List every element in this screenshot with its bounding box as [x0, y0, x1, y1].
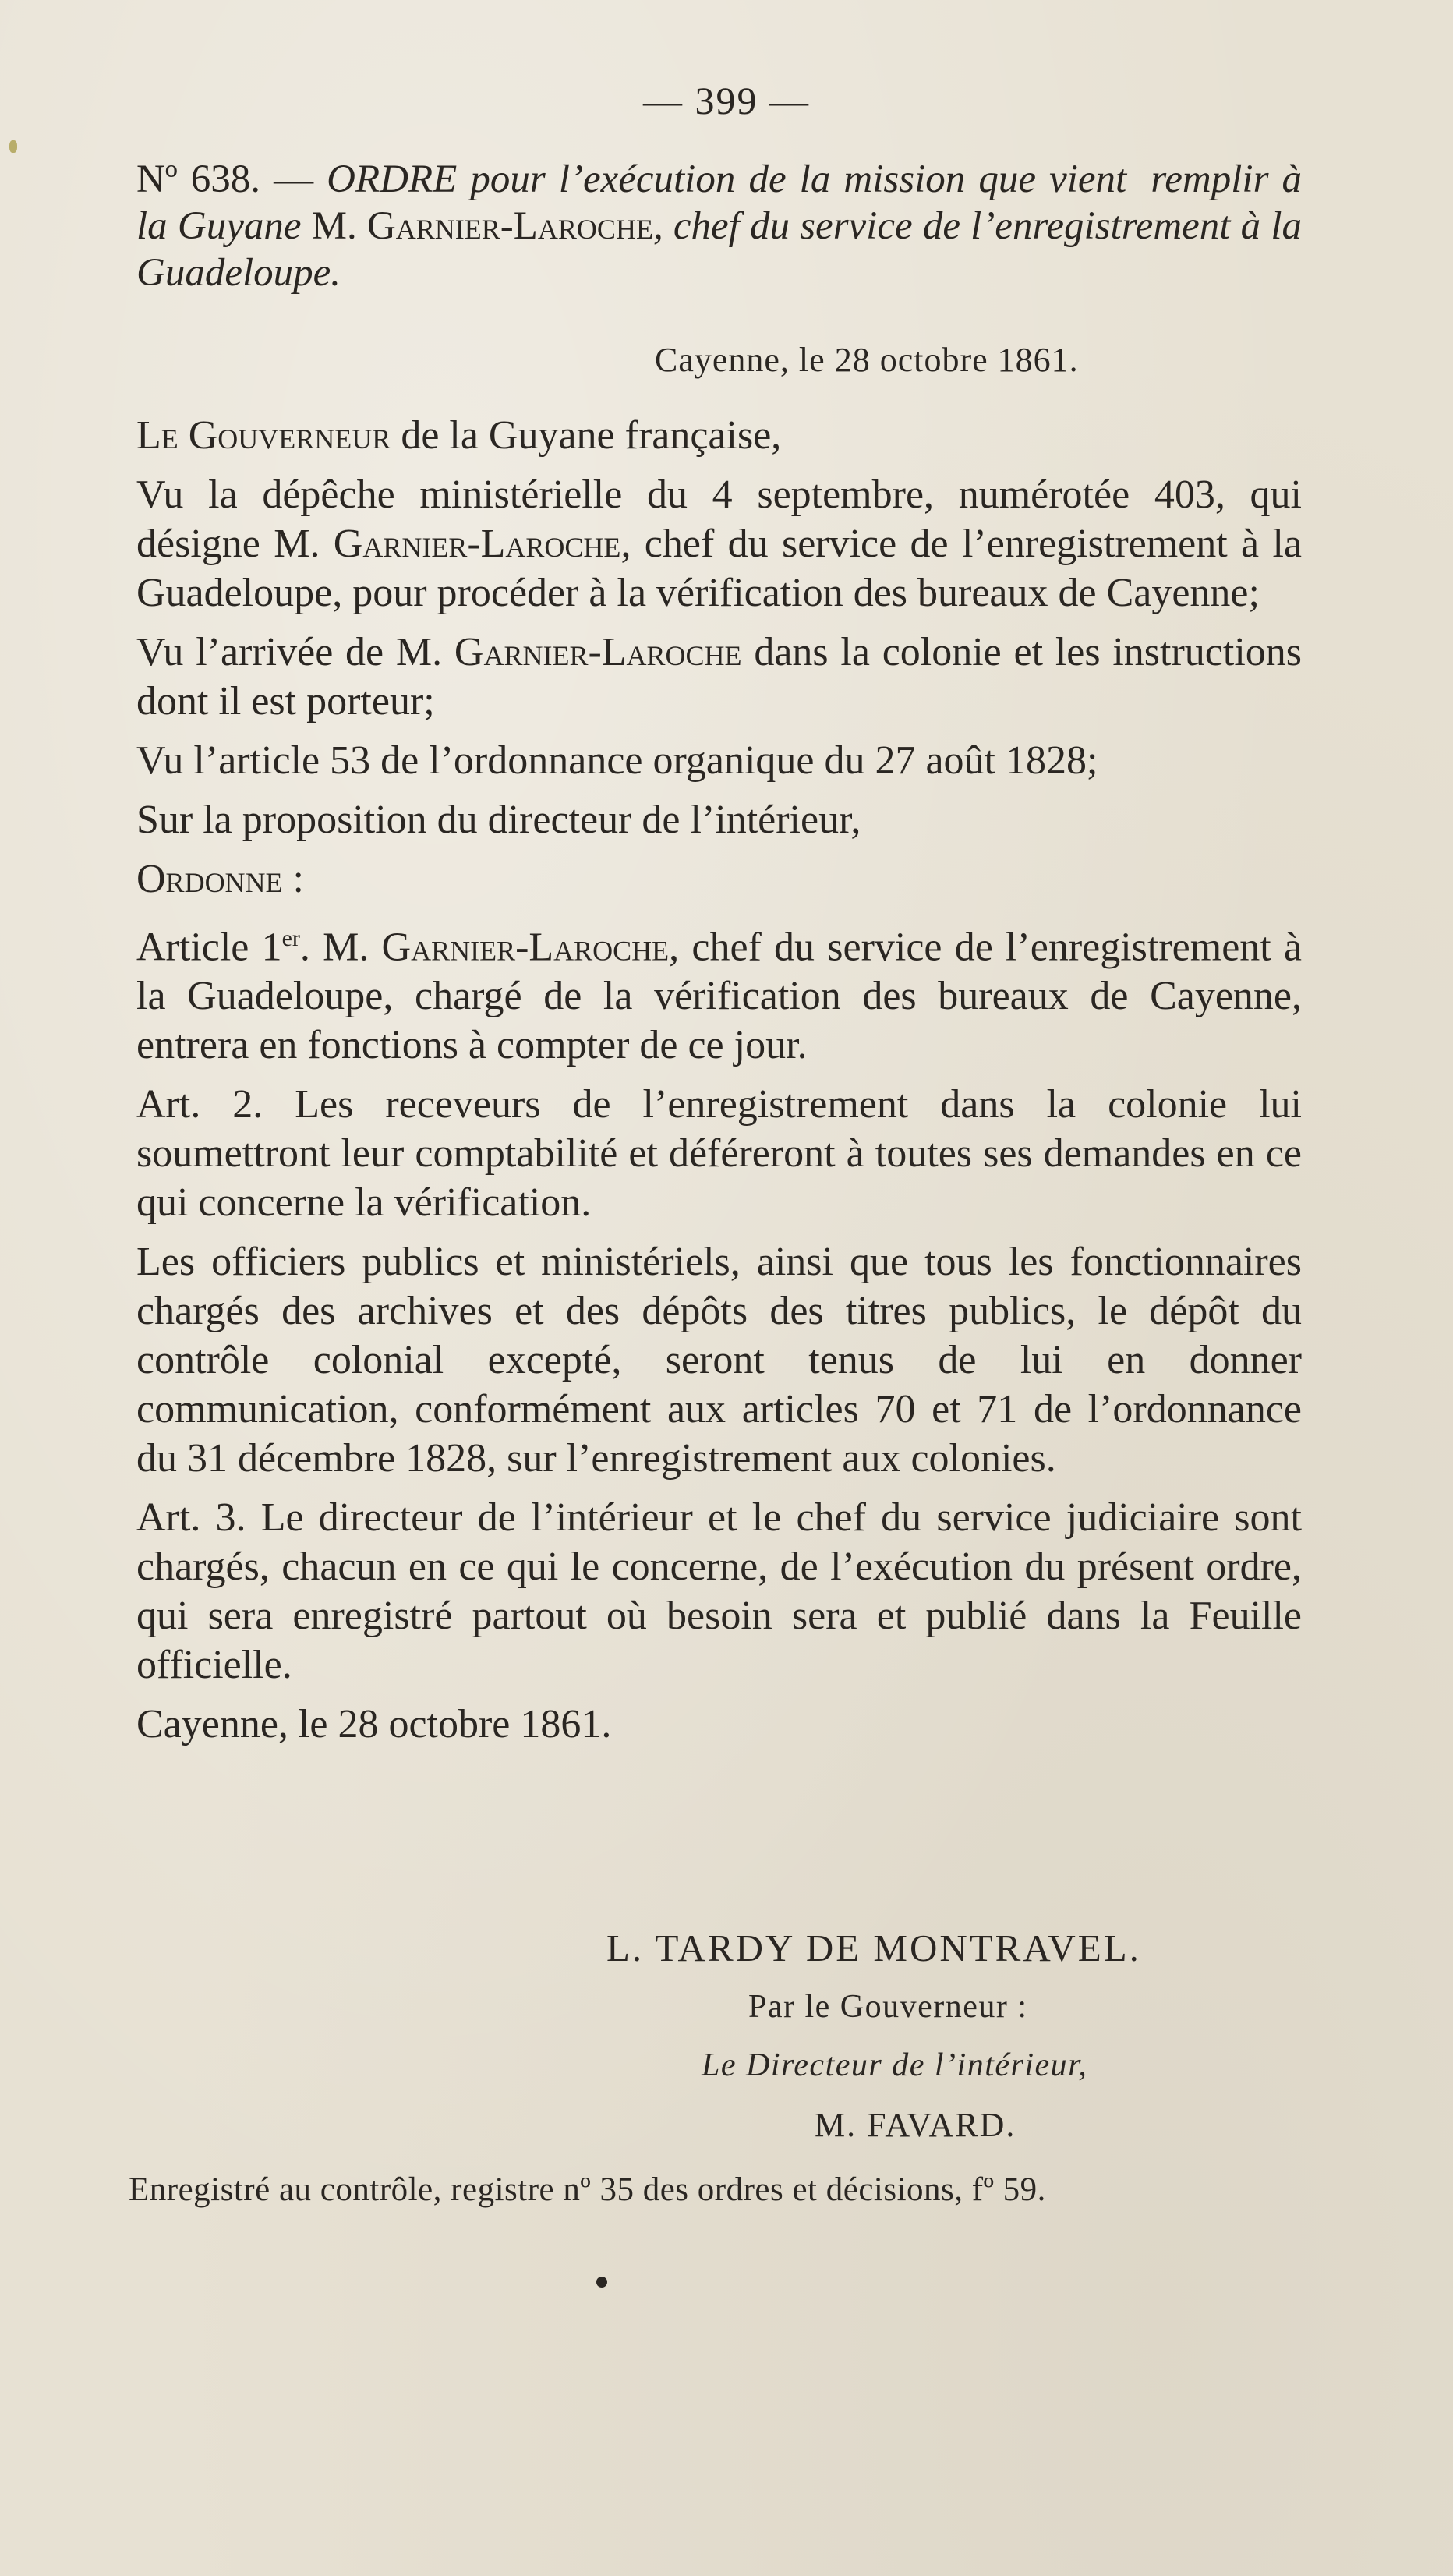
signature-par: Par le Gouverneur :	[748, 1989, 1028, 2025]
heading-line2-post: , chef du service	[652, 204, 913, 248]
paragraph-depeche	[136, 470, 1302, 617]
heading-line1: pour l’exécution de la mission que vient	[457, 157, 1127, 201]
paragraph-arrivee	[136, 628, 1302, 726]
ordonne-label: Ordonne :	[136, 857, 304, 901]
paragraph-ordonne	[136, 855, 1302, 904]
paragraph-proposition: Sur la proposition du directeur de l’intérieur,	[136, 798, 861, 842]
paragraph-governor	[136, 411, 1302, 460]
paragraph-article53: Vu l’article 53 de l’ordonnance organique du 27 août 1828;	[136, 738, 1098, 783]
heading-dash: —	[260, 157, 327, 201]
heading-ordre: ORDRE	[327, 157, 458, 201]
dateline: Cayenne, le 28 octobre 1861.	[655, 341, 1079, 379]
order-body	[136, 411, 1302, 1759]
paragraph-article1	[136, 914, 1302, 1070]
paragraph-article2: Art. 2. Les receveurs de l’enregistrement dans la colonie lui soumettront leur comptabilité et déféreront à toutes ses demandes en ce qui concerne la vérification.	[136, 1082, 1302, 1226]
depeche-pre: Vu la dépêche ministérielle du 4 septembre, numérotée 403, qui désigne	[136, 472, 1302, 566]
arrivee-pre: Vu l’arrivée de	[136, 630, 396, 674]
signature-name: L. TARDY DE MONTRAVEL.	[606, 1927, 1141, 1969]
depeche-post: , chef du service de l’enregistrement à la Guadeloupe, pour procéder à la vérification des bureaux de Cayenne;	[136, 522, 1303, 615]
order-heading	[136, 156, 1302, 296]
heading-name: M. Garnier-Laroche	[311, 204, 653, 248]
signature-favard: M. FAVARD.	[815, 2106, 1016, 2144]
paragraph-officiers: Les officiers publics et ministériels, ainsi que tous les fonctionnaires chargés des archives et des dépôts des titres publics, le dépôt du contrôle colonial excepté, seront tenus de lui en donner communication, conformément aux articles 70 et 71 de l’ordonnance du 31 décembre 1828, sur l’enregistrement aux colonies.	[136, 1240, 1302, 1481]
article1-post: , chef du service de l’enregistrement à la Guadeloupe, chargé de la vérification des bureaux de Cayenne, entrera en fonctions à compter de ce jour.	[136, 925, 1302, 1068]
article1-mid: .	[299, 925, 323, 970]
governor-title: Le Gouverneur	[136, 413, 391, 458]
governor-rest: de la Guyane française,	[391, 413, 782, 458]
registration-note: Enregistré au contrôle, registre nº 35 des ordres et décisions, fº 59.	[129, 2171, 1046, 2208]
heading-line2-pre: remplir à la Guyane	[136, 157, 1303, 248]
article1-sup: er	[281, 925, 300, 951]
ink-dot	[596, 2277, 607, 2288]
heading-line3: de l’enregistrement à la Guadeloupe.	[136, 204, 1303, 295]
article1-label: Article 1	[136, 925, 282, 970]
depeche-name: M. Garnier-Laroche	[274, 522, 621, 566]
order-number: Nº 638.	[136, 157, 260, 201]
arrivee-name: M. Garnier-Laroche	[395, 630, 742, 674]
page-number: — 399 —	[643, 79, 810, 122]
article1-name: M. Garnier-Laroche	[323, 925, 670, 970]
paragraph-article3: Art. 3. Le directeur de l’intérieur et le chef du service judiciaire sont chargés, chacun en ce qui le concerne, de l’exécution du présent ordre, qui sera enregistré partout où besoin sera et publié dans la Feuille officielle.	[136, 1495, 1302, 1688]
paper-speck	[9, 140, 17, 153]
arrivee-post: dans la colonie et les instructions dont il est porteur;	[136, 630, 1303, 724]
paragraph-closing-date: Cayenne, le 28 octobre 1861.	[136, 1702, 612, 1747]
signature-directeur: Le Directeur de l’intérieur,	[702, 2047, 1088, 2083]
